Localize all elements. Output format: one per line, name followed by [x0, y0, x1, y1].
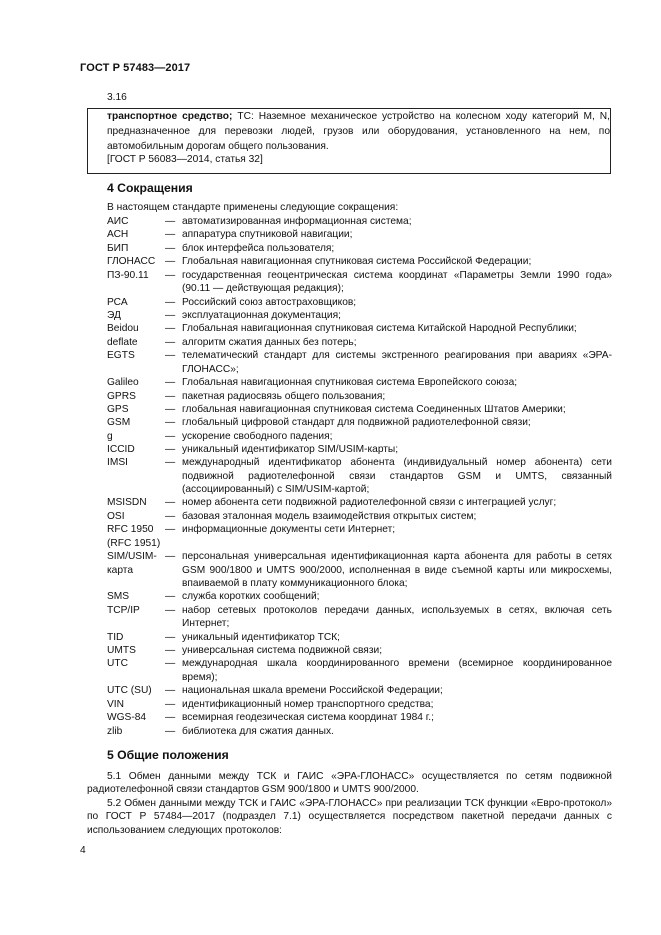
abbreviation-term: БИП — [107, 242, 129, 254]
abbreviation-definition: автоматизированная информационная система; — [182, 216, 412, 227]
abbreviation-term: АИС — [107, 216, 129, 227]
abbreviation-row — [107, 711, 612, 724]
dash-separator: — — [165, 256, 176, 268]
abbreviation-term: ICCID — [107, 444, 135, 456]
abbreviation-definition: базовая эталонная модель взаимодействия открытых систем; — [182, 510, 477, 522]
abbreviation-row — [107, 590, 612, 603]
abbreviation-row — [107, 725, 612, 738]
abbreviation-definition: ускорение свободного падения; — [182, 430, 333, 442]
abbreviation-row — [107, 309, 612, 322]
abbreviation-definition: универсальная система подвижной связи; — [182, 645, 383, 657]
abbreviation-term: Beidou — [107, 323, 139, 335]
dash-separator: — — [165, 216, 176, 227]
abbreviation-row — [107, 296, 612, 309]
abbreviation-term: GPS — [107, 403, 129, 415]
dash-separator: — — [165, 229, 176, 241]
abbreviation-definition: национальная шкала времени Российской Федерации; — [182, 685, 443, 697]
term-body: ТС: Наземное механическое устройство на колесном ходу категорий M, N, предназначенное для перевозки людей, грузов или оборудования, установленного на нем, по автомобильным дорогам общего пользования. — [107, 111, 610, 153]
abbreviation-definition: идентификационный номер транспортного средства; — [182, 698, 434, 710]
abbreviation-definition: блок интерфейса пользователя; — [182, 242, 335, 254]
abbreviation-definition: Глобальная навигационная спутниковая система Китайской Народной Республики; — [182, 323, 577, 335]
abbreviation-term: UMTS — [107, 645, 136, 657]
abbreviation-row — [107, 336, 612, 349]
abbreviation-term: VIN — [107, 698, 124, 710]
abbreviation-term: АСН — [107, 229, 129, 241]
abbreviation-definition: всемирная геодезическая система координат 1984 г.; — [182, 712, 434, 724]
dash-separator: — — [165, 417, 176, 429]
abbreviation-row — [107, 403, 612, 416]
abbreviation-definition: глобальная навигационная спутниковая система Соединенных Штатов Америки; — [182, 403, 566, 415]
abbreviation-row — [107, 349, 612, 376]
abbreviation-term: RFC 1950 (RFC 1951) — [107, 524, 161, 549]
abbreviation-term: EGTS — [107, 350, 135, 362]
abbreviation-term: OSI — [107, 510, 125, 522]
abbreviation-row — [107, 657, 612, 684]
page-number: 4 — [80, 845, 86, 856]
dash-separator: — — [165, 296, 176, 308]
abbreviation-term: ЭД — [107, 309, 121, 321]
dash-separator: — — [165, 551, 176, 563]
abbreviation-row — [107, 523, 612, 550]
abbreviation-definition: Глобальная навигационная спутниковая система Российской Федерации; — [182, 256, 532, 268]
abbreviation-definition: глобальный цифровой стандарт для подвижной радиотелефонной связи; — [182, 417, 531, 429]
abbreviation-definition: служба коротких сообщений; — [182, 591, 320, 603]
abbreviation-definition: библиотека для сжатия данных. — [182, 725, 334, 737]
abbreviation-definition: пакетная радиосвязь общего пользования; — [182, 390, 386, 402]
abbreviation-term: Galileo — [107, 377, 139, 389]
term-source: [ГОСТ Р 56083—2014, статья 32] — [107, 154, 263, 165]
abbreviation-term: IMSI — [107, 457, 128, 469]
dash-separator: — — [165, 497, 176, 509]
abbreviation-term: zlib — [107, 725, 123, 737]
dash-separator: — — [165, 403, 176, 415]
abbreviation-term: g — [107, 430, 113, 442]
abbreviation-term: TCP/IP — [107, 604, 140, 616]
abbreviation-definition: международная шкала координированного времени (всемирное координированное время); — [182, 658, 612, 683]
dash-separator: — — [165, 430, 176, 442]
abbreviation-definition: персональная универсальная идентификационная карта абонента для работы в сетях GSM 900/1800 и UMTS 900/2000, исполненная в виде съемной карты или микросхемы, впаиваемой в плату коммуникационного блока; — [182, 551, 612, 590]
dash-separator: — — [165, 457, 176, 469]
abbreviation-term: РСА — [107, 296, 128, 308]
dash-separator: — — [165, 591, 176, 603]
abbreviation-definition: международный идентификатор абонента (индивидуальный номер абонента) сети подвижной радиотелефонной связи стандартов GSM и UMTS, связанный (ассоциированный) с SIM/USIM-картой; — [182, 457, 612, 496]
abbreviation-term: GPRS — [107, 390, 136, 402]
abbreviation-definition: номер абонента сети подвижной радиотелефонной связи с интеграцией услуг; — [182, 497, 557, 509]
abbreviation-term: ПЗ-90.11 — [107, 269, 149, 281]
dash-separator: — — [165, 510, 176, 522]
dash-separator: — — [165, 377, 176, 389]
dash-separator: — — [165, 269, 176, 281]
dash-separator: — — [165, 390, 176, 402]
term-definition — [107, 109, 610, 155]
section-4-intro: В настоящем стандарте применены следующие сокращения: — [107, 202, 399, 213]
dash-separator: — — [165, 309, 176, 321]
dash-separator: — — [165, 631, 176, 643]
abbreviation-definition: алгоритм сжатия данных без потерь; — [182, 336, 357, 348]
abbreviation-list — [107, 215, 612, 738]
document-header: ГОСТ Р 57483—2017 — [80, 62, 191, 74]
abbreviation-definition: государственная геоцентрическая система координат «Параметры Земли 1990 года» (90.11 — действующая редакция); — [182, 269, 612, 294]
dash-separator: — — [165, 698, 176, 710]
abbreviation-definition: информационные документы сети Интернет; — [182, 524, 396, 536]
abbreviation-term: SMS — [107, 591, 130, 603]
term-name: транспортное средство; — [107, 111, 233, 122]
dash-separator: — — [165, 242, 176, 254]
dash-separator: — — [165, 712, 176, 724]
abbreviation-row — [107, 496, 612, 509]
abbreviation-definition: уникальный идентификатор SIM/USIM-карты; — [182, 444, 399, 456]
abbreviation-term: WGS-84 — [107, 712, 147, 724]
abbreviation-row — [107, 550, 612, 590]
dash-separator: — — [165, 645, 176, 657]
dash-separator: — — [165, 604, 176, 616]
abbreviation-row — [107, 510, 612, 523]
abbreviation-definition: эксплуатационная документация; — [182, 309, 341, 321]
abbreviation-definition: набор сетевых протоколов передачи данных, используемых в сетях, включая сеть Интернет; — [182, 604, 612, 630]
abbreviation-term: SIM/USIM-карта — [107, 551, 157, 576]
abbreviation-row — [107, 430, 612, 443]
abbreviation-term: TID — [107, 631, 124, 643]
abbreviation-row — [107, 242, 612, 255]
dash-separator: — — [165, 725, 176, 737]
dash-separator: — — [165, 658, 176, 670]
abbreviation-row — [107, 631, 612, 644]
abbreviation-row — [107, 228, 612, 241]
abbreviation-term: ГЛОНАСС — [107, 256, 156, 268]
abbreviation-term: UTC (SU) — [107, 685, 152, 697]
term-number: 3.16 — [107, 92, 127, 103]
dash-separator: — — [165, 323, 176, 335]
abbreviation-definition: аппаратура спутниковой навигации; — [182, 229, 353, 241]
abbreviation-definition: уникальный идентификатор ТСК; — [182, 631, 341, 643]
abbreviation-row — [107, 215, 612, 228]
abbreviation-definition: телематический стандарт для системы экстренного реагирования при авариях «ЭРА-ГЛОНАСС»; — [182, 350, 612, 375]
abbreviation-definition: Российский союз автостраховщиков; — [182, 296, 357, 308]
abbreviation-term: deflate — [107, 336, 138, 348]
paragraph-5-2: 5.2 Обмен данными между ТСК и ГАИС «ЭРА-ГЛОНАСС» при реализации ТСК функции «Евро-протокол» по ГОСТ Р 57484—2017 (подраздел 7.1) осуществляется посредством пакетной передачи данных с использованием следующих протоколов: — [87, 798, 612, 836]
dash-separator: — — [165, 685, 176, 697]
abbreviation-row — [107, 698, 612, 711]
abbreviation-row — [107, 604, 612, 631]
section-5-title: 5 Общие положения — [107, 748, 229, 762]
dash-separator: — — [165, 524, 176, 536]
dash-separator: — — [165, 350, 176, 362]
abbreviation-term: GSM — [107, 417, 131, 429]
abbreviation-row — [107, 322, 612, 335]
paragraph-5-1: 5.1 Обмен данными между ТСК и ГАИС «ЭРА-ГЛОНАСС» осуществляется по сетям подвижной радиотелефонной связи стандартов GSM 900/1800 и UMTS 900/2000. — [87, 771, 612, 796]
abbreviation-row — [107, 255, 612, 268]
abbreviation-row — [107, 376, 612, 389]
abbreviation-row — [107, 443, 612, 456]
abbreviation-definition: Глобальная навигационная спутниковая система Европейского союза; — [182, 377, 518, 389]
abbreviation-row — [107, 416, 612, 429]
abbreviation-row — [107, 269, 612, 296]
abbreviation-term: UTC — [107, 658, 128, 670]
abbreviation-row — [107, 644, 612, 657]
dash-separator: — — [165, 444, 176, 456]
abbreviation-row — [107, 456, 612, 496]
abbreviation-row — [107, 390, 612, 403]
abbreviation-term: MSISDN — [107, 497, 147, 509]
section-4-title: 4 Сокращения — [107, 181, 193, 195]
dash-separator: — — [165, 336, 176, 348]
abbreviation-row — [107, 684, 612, 697]
